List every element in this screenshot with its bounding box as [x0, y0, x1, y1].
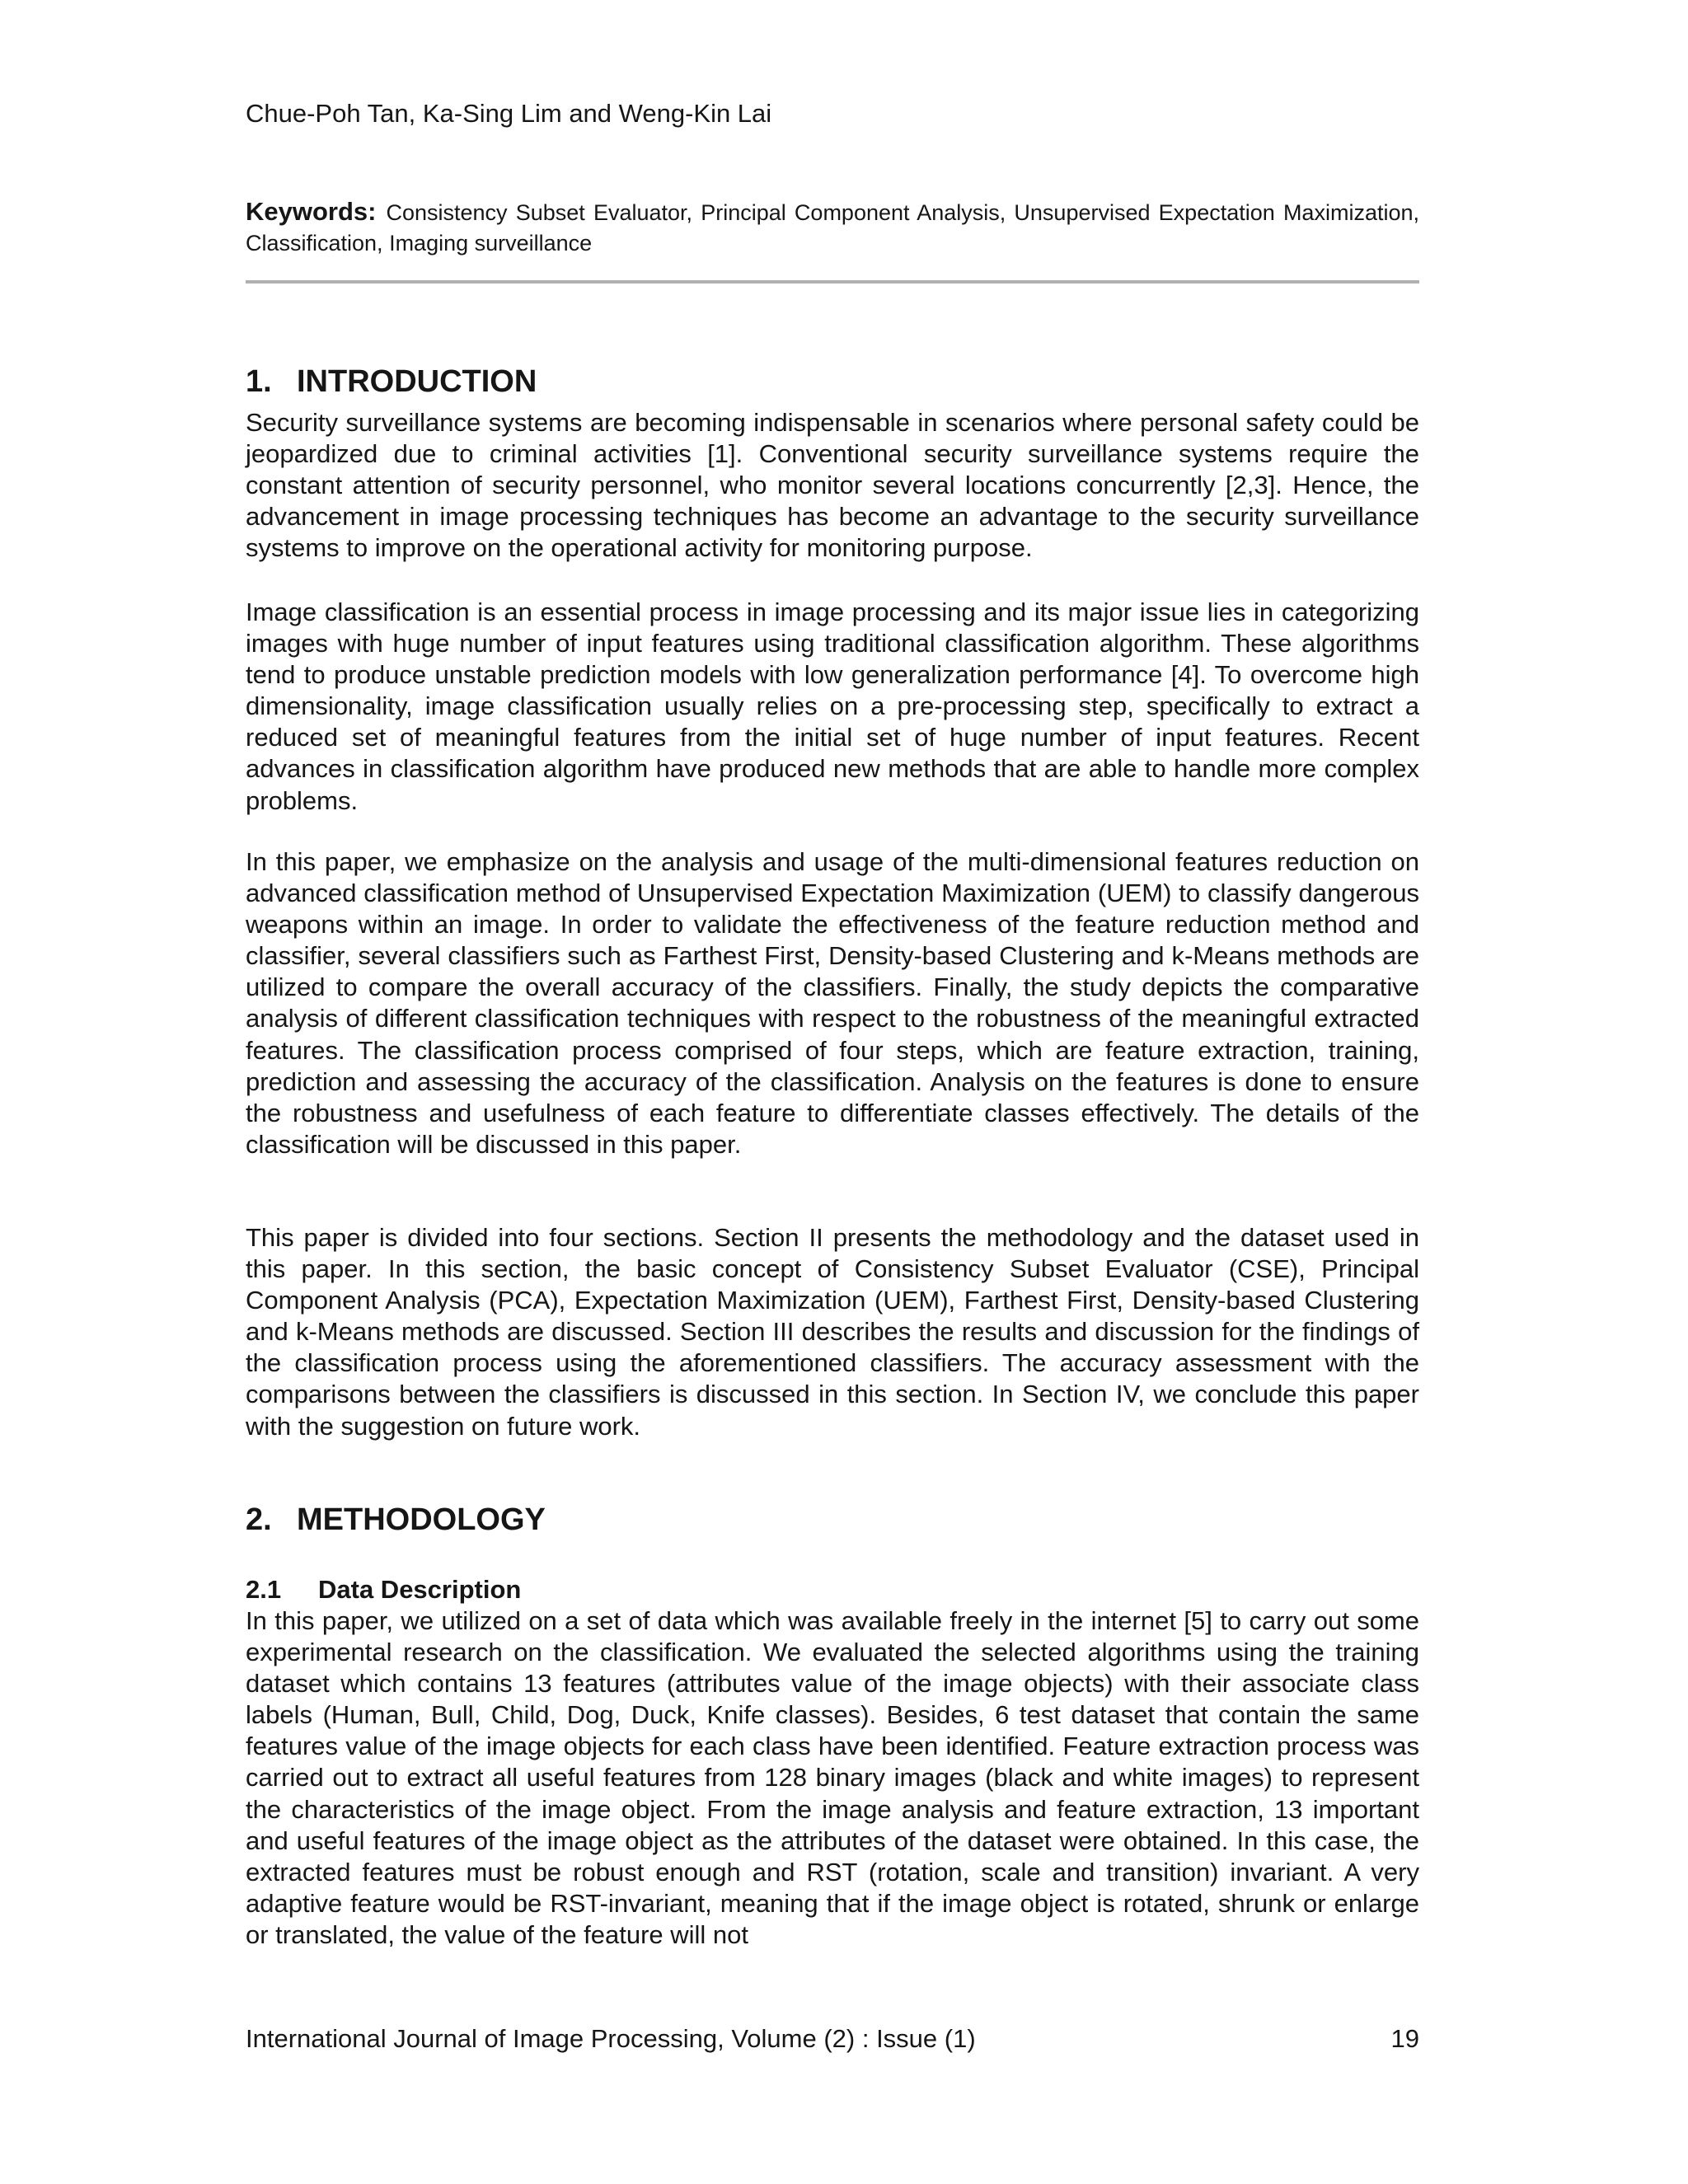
footer-journal-citation: International Journal of Image Processing, Volume (2) : Issue (1) [246, 2024, 976, 2053]
intro-paragraph: This paper is divided into four sections. Section II presents the methodology and the dataset used in this paper. In this section, the basic concept of Consistency Subset Evaluator (CSE), Principal Component Analysis (PCA), Expectation Maximization (UEM), Farthest First, Density-based Clustering and k-Means methods are discussed. Section III describes the results and discussion for the findings of the classification process using the aforementioned classifiers. The accuracy assessment with the comparisons between the classifiers is discussed in this section. In Section IV, we conclude this paper with the suggestion on future work. [246, 1223, 1419, 1441]
subsection-heading-data-description [246, 1574, 1419, 1605]
intro-paragraph: In this paper, we emphasize on the analysis and usage of the multi-dimensional features reduction on advanced classification method of Unsupervised Expectation Maximization (UEM) to classify dangerous weapons within an image. In order to validate the effectiveness of the feature reduction method and classifier, several classifiers such as Farthest First, Density-based Clustering and k-Means methods are utilized to compare the overall accuracy of the classifiers. Finally, the study depicts the comparative analysis of different classification techniques with respect to the robustness of the meaningful extracted features. The classification process comprised of four steps, which are feature extraction, training, prediction and assessing the accuracy of the classification. Analysis on the features is done to ensure the robustness and usefulness of each feature to differentiate classes effectively. The details of the classification will be discussed in this paper. [246, 847, 1419, 1159]
section-number: 1. [246, 364, 272, 399]
section-heading-introduction [246, 363, 1419, 401]
subsection-title: Data Description [318, 1575, 522, 1604]
footer-page-number: 19 [1390, 2024, 1419, 2053]
section-number: 2. [246, 1502, 272, 1537]
intro-paragraph: Image classification is an essential process in image processing and its major issue lies in categorizing images with huge number of input features using traditional classification algorithm. These algorithms tend to produce unstable prediction models with low generalization performance [4]. To overcome high dimensionality, image classification usually relies on a pre-processing step, specifically to extract a reduced set of meaningful features from the initial set of huge number of input features. Recent advances in classification algorithm have produced new methods that are able to handle more complex problems. [246, 598, 1419, 815]
section-title: METHODOLOGY [297, 1502, 546, 1537]
section-title: INTRODUCTION [297, 364, 537, 399]
keywords-block [246, 196, 1419, 259]
running-header-authors: Chue-Poh Tan, Ka-Sing Lim and Weng-Kin Lai [246, 99, 772, 128]
keywords-divider [246, 280, 1419, 284]
subsection-number: 2.1 [246, 1575, 282, 1604]
data-description-paragraph: In this paper, we utilized on a set of data which was available freely in the internet [5] to carry out some experimental research on the classification. We evaluated the selected algorithms using the training dataset which contains 13 features (attributes value of the image objects) with their associate class labels (Human, Bull, Child, Dog, Duck, Knife classes). Besides, 6 test dataset that contain the same features value of the image objects for each class have been identified. Feature extraction process was carried out to extract all useful features from 128 binary images (black and white images) to represent the characteristics of the image object. From the image analysis and feature extraction, 13 important and useful features of the image object as the attributes of the dataset were obtained. In this case, the extracted features must be robust enough and RST (rotation, scale and transition) invariant. A very adaptive feature would be RST-invariant, meaning that if the image object is rotated, shrunk or enlarge or translated, the value of the feature will not [246, 1606, 1419, 1949]
keywords-text: Consistency Subset Evaluator, Principal Component Analysis, Unsupervised Expectation Maximization, Classification, Imaging surveillance [246, 200, 1419, 255]
keywords-label: Keywords: [246, 197, 377, 226]
intro-paragraph: Security surveillance systems are becoming indispensable in scenarios where personal safety could be jeopardized due to criminal activities [1]. Conventional security surveillance systems require the constant attention of security personnel, who monitor several locations concurrently [2,3]. Hence, the advancement in image processing techniques has become an advantage to the security surveillance systems to improve on the operational activity for monitoring purpose. [246, 408, 1419, 563]
section-heading-methodology [246, 1501, 1419, 1539]
